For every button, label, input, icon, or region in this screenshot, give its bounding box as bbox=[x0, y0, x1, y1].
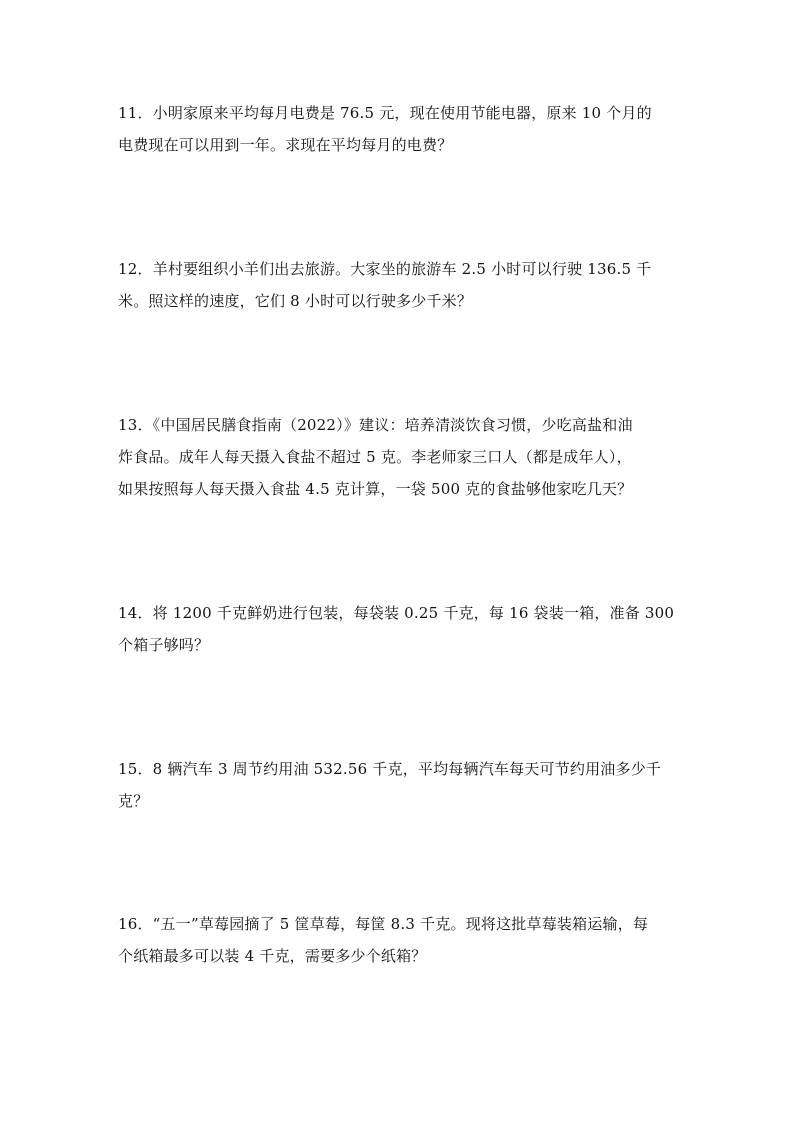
problem-16 bbox=[118, 908, 678, 972]
problem-12-line-1: 12．羊村要组织小羊们出去旅游。大家坐的旅游车 2.5 小时可以行驶 136.5 千 bbox=[118, 260, 652, 278]
problem-16-line-2: 个纸箱最多可以装 4 千克，需要多少个纸箱？ bbox=[118, 947, 427, 965]
problem-15-line-1: 15．8 辆汽车 3 周节约用油 532.56 千克，平均每辆汽车每天可节约用油多少千 bbox=[118, 760, 662, 778]
problem-14 bbox=[118, 597, 678, 661]
problem-14-line-1: 14．将 1200 千克鲜奶进行包装，每袋装 0.25 千克，每 16 袋装一箱，准备 300 bbox=[118, 604, 675, 622]
problem-13 bbox=[118, 409, 678, 505]
problem-11 bbox=[118, 97, 678, 161]
problem-13-line-2: 炸食品。成年人每天摄入食盐不超过 5 克。李老师家三口人（都是成年人）， bbox=[118, 448, 632, 466]
problem-11-line-1: 11．小明家原来平均每月电费是 76.5 元，现在使用节能电器，原来 10 个月的 bbox=[118, 104, 652, 122]
problem-11-line-2: 电费现在可以用到一年。求现在平均每月的电费？ bbox=[118, 136, 453, 154]
problem-12 bbox=[118, 253, 678, 317]
problem-16-line-1: 16．“五一”草莓园摘了 5 筐草莓，每筐 8.3 千克。现将这批草莓装箱运输，每 bbox=[118, 915, 649, 933]
problem-15 bbox=[118, 753, 678, 817]
problem-14-line-2: 个箱子够吗？ bbox=[118, 636, 210, 654]
problem-12-line-2: 米。照这样的速度，它们 8 小时可以行驶多少千米？ bbox=[118, 292, 473, 310]
problem-15-line-2: 克？ bbox=[118, 792, 149, 810]
problem-13-line-3: 如果按照每人每天摄入食盐 4.5 克计算，一袋 500 克的食盐够他家吃几天？ bbox=[118, 480, 633, 498]
problem-13-line-1: 13．《中国居民膳食指南（2022）》建议：培养清淡饮食习惯，少吃高盐和油 bbox=[118, 416, 633, 434]
